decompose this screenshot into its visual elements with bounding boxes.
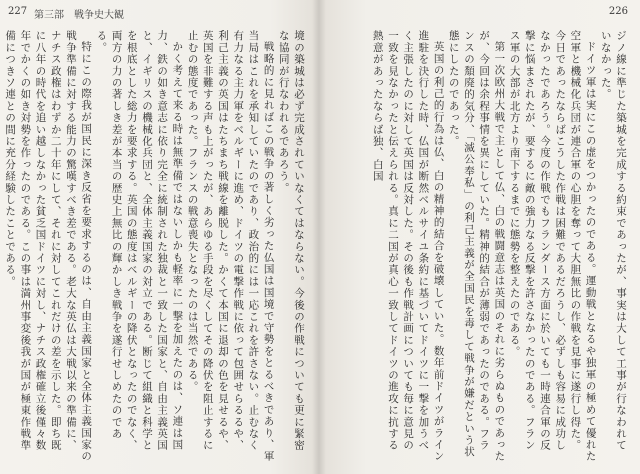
paragraph: ドイツ軍は実にこの虚をつかったのである。運動戦となるや独軍の極めて優れた空軍と機械化兵団が連合軍の心胆を奪って大胆無比の作戦を見事に遂行し得た。今日であったならばこうした作戦は困難であるだろうし、必ずしも容易に成功しなかったであろう。今度の作戦でもフランダース方面に於いても一時連合軍の反撃に悩まされたが、要するに敵の強力なる反撃を許さなかったのである。フランス軍の大部が北方より南下するまでに態勢を整えたのである。 [508, 30, 597, 462]
paragraph: 境の築城は必ず完成されていなくてはならない。今後の作戦についても更に緊密な協同が行なわれるであろう。 [277, 30, 305, 452]
right-page-number: 226 [608, 6, 628, 17]
paragraph: かく考えて来る時は無準備ではないしかも軽率に一撃を加えたのは、ソ連は国力、鉄の如き意志に依り完全に統制された独裁と一致した国家と、自由主義英国と、イギリスの機械化兵団と、全体主義国家の対立である。断じて組織と科学とを根底とした総力を要求する。英国の態度はベルギーの降伏となったのでなく、両方の力の著しき差が本当の歴史上無比の輝かしき戦争を遂行せしめたのである。 [95, 30, 184, 452]
left-page-number: 227 [8, 6, 28, 17]
paragraph: 戦略的に見ればこの戦争の著しく劣った仏国は国境で守勢をとるべきであり、軍当局はこれを承知していたのであり、政治的には一応これを許さない。止むなく有力なる主力軍をベルギーに進め、ドイツの電撃作戦に依って包囲せらるるや、利己主義の英国はたちまち戦線を離脱した。かくて本国に退却の色を見せるや、英国を非難する声も上がったが、あらゆる手段を尽くしてその降伏を阻止するに止むの態度であった。フランスの戦意喪失となったのは当然である。 [186, 30, 275, 462]
left-page-body [4, 30, 306, 462]
paragraph: 特にこの際我が国民に深き反省を要求するのは、自由主義国家と全体主義国家の戦争準備に対する能力の驚嘆すべき差である。老大な英仏は大戦以来の準備に、ナチス政権はわずか二十年にして、それに対してこれだけの差を示した。即ち既に八年の時代を追い越しなかった貧乏国ドイツに対し、ナチス政権確立後僅々数年でかくの如き対勢を作ったのである。この事は満州事変後我が国が極東作戦準備につきソ連との間に充分経験したことである。 [4, 30, 93, 462]
book-gutter [312, 0, 326, 474]
paragraph: 英国の利己的行為は仏、白の精神的結合を破壊していた。数年前ドイツがライン進駐を決行した時、仏国が断然ベルサイユ条約に基づいてドイツに一撃を加うべく主張したのに対して英国は反対した。その後も作戦計画についても毎に意見の一致を見なかったと伝えられる。真に二国が真心一致してドイツの進攻に抗する熱意があったならば独、白国 [371, 30, 445, 462]
right-page-body [332, 30, 628, 462]
part-title: 第三部 戦争史大観 [34, 10, 124, 21]
paragraph: ジノ線に準じた築城を完成する約束であったが、事実は大して工事が行なわれていなかった。 [599, 30, 627, 452]
paragraph: 第一次欧州大戦で主として仏、白の戦闘意志は英国のそれに劣らぬものであったが、今回は余程事情を異にしていた。精神的結合が薄弱であったのである。フランスの頽廃的気分、「滅公奉私」の利己主義が全国民を毒して戦争が嫌だという状態にしたのであった。 [447, 30, 506, 462]
